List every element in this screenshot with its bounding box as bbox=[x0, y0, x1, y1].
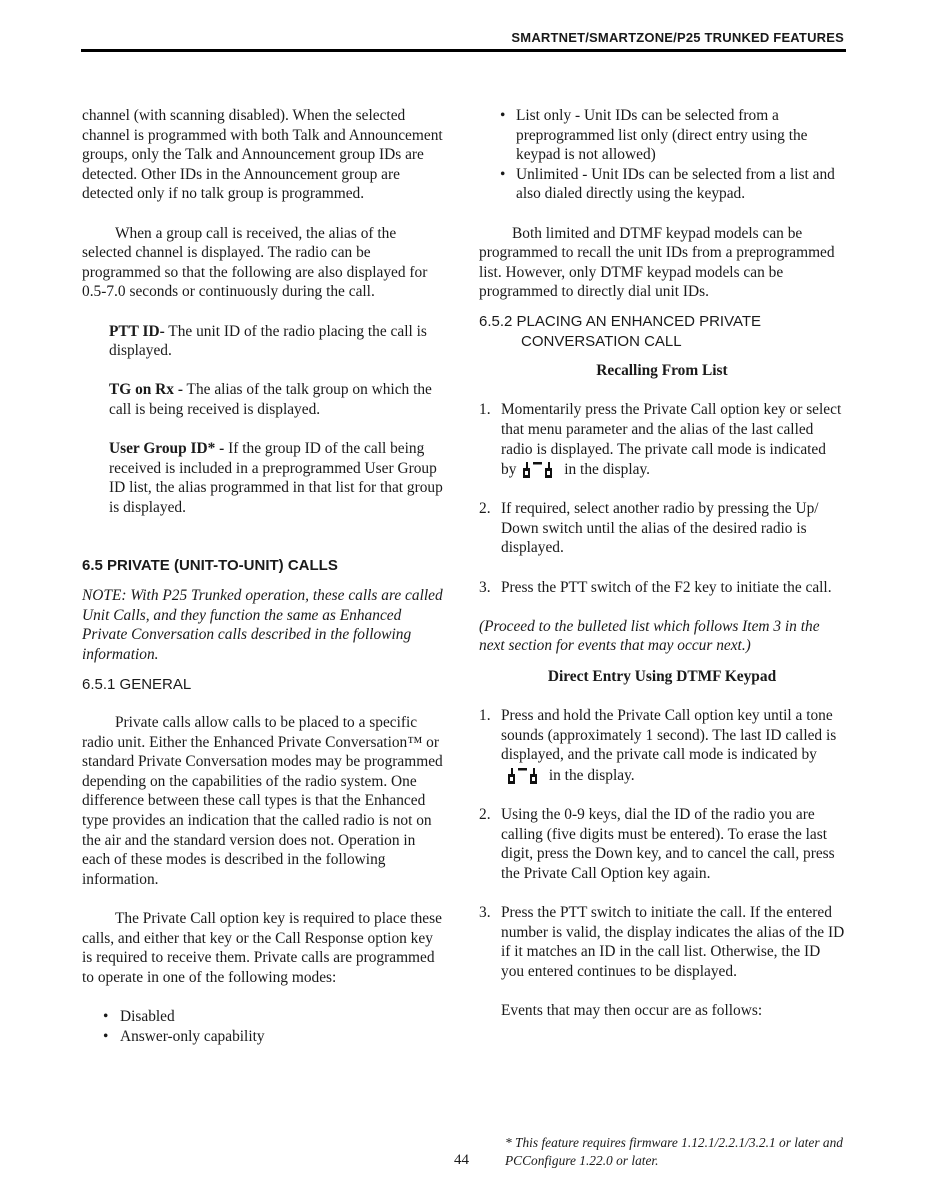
events-intro: Events that may then occur are as follows: bbox=[501, 1002, 763, 1020]
definition-tg-on-rx bbox=[82, 380, 444, 419]
term: PTT ID- bbox=[109, 322, 165, 340]
private-call-icon bbox=[505, 765, 541, 785]
list-item: • Answer-only capability bbox=[103, 1027, 265, 1045]
section-heading: 6.5 PRIVATE (UNIT-TO-UNIT) CALLS bbox=[82, 557, 338, 575]
list-item: 3. Press the PTT switch of the F2 key to initiate the call. bbox=[479, 578, 832, 596]
definition-user-group-id bbox=[82, 439, 444, 517]
list-item: 2. Using the 0-9 keys, dial the ID of the radio you are calling (five digits must be entered). To erase the last digit, press the Down key, and to cancel the call, press the Private Call Option key again. bbox=[479, 806, 835, 882]
list-item: 2. If required, select another radio by pressing the Up/ Down switch until the alias of the desired radio is displayed. bbox=[479, 500, 819, 557]
direct-entry-heading: Direct Entry Using DTMF Keypad bbox=[547, 668, 777, 686]
definition-ptt-id bbox=[82, 322, 444, 361]
running-header: SMARTNET/SMARTZONE/P25 TRUNKED FEATURES bbox=[511, 30, 844, 45]
proceed-note: (Proceed to the bulleted list which follows Item 3 in the next section for events that may occur next.) bbox=[479, 617, 820, 655]
term: TG on Rx - bbox=[109, 381, 183, 399]
definition: The alias of the talk group on which the call is being received is displayed. bbox=[109, 381, 432, 418]
definition: If the group ID of the call being received is included in a preprogrammed User Group ID list, the alias programmed in that list for that group is displayed. bbox=[109, 440, 443, 516]
header-rule bbox=[81, 49, 846, 52]
direct-entry-steps bbox=[479, 706, 845, 981]
paragraph: Private calls allow calls to be placed to a specific radio unit. Either the Enhanced Private Conversation™ or standard Private Conversation modes may be programmed depending on the capabilities of the radio system. One difference between these call types is that the Enhanced type provides an indication that the called radio is not on the air and the standard version does not. Operation in each of these modes is described in the following information. bbox=[82, 714, 443, 888]
definition: The unit ID of the radio placing the call is displayed. bbox=[109, 322, 427, 360]
bullet-icon: • bbox=[500, 165, 506, 183]
subsection-heading: 6.5.1 GENERAL bbox=[82, 676, 192, 694]
right-column bbox=[479, 106, 845, 1021]
bullet-icon: • bbox=[103, 1027, 109, 1045]
list-item: 1. Press and hold the Private Call option key until a tone sounds (approximately 1 second). The last ID called is displayed, and the private call mode is indicated by in the display. bbox=[479, 707, 837, 784]
term: User Group ID* - bbox=[109, 440, 225, 458]
bullet-icon: • bbox=[500, 107, 506, 124]
page-number: 44 bbox=[454, 1152, 469, 1168]
footnote: * This feature requires firmware 1.12.1/2.2.1/3.2.1 or later and PCConfigure 1.22.0 or later. bbox=[505, 1135, 843, 1168]
mode-list bbox=[82, 1007, 444, 1046]
recall-heading: Recalling From List bbox=[596, 362, 728, 380]
paragraph: When a group call is received, the alias of the selected channel is displayed. The radio can be programmed so that the following are also displayed for 0.5-7.0 seconds or continuously during the call. bbox=[82, 224, 428, 301]
paragraph: The Private Call option key is required to place these calls, and either that key or the Call Response option key is required to receive them. Private calls are programmed to operate in one of the following modes: bbox=[82, 909, 442, 986]
private-call-icon bbox=[520, 459, 556, 479]
list-item: 3. Press the PTT switch to initiate the call. If the entered number is valid, the display indicates the alias of the ID if it matches an ID in the call list. Otherwise, the ID you entered continues to be displayed. bbox=[479, 904, 845, 980]
paragraph: channel (with scanning disabled). When the selected channel is programmed with both Talk and Announcement groups, only the Talk and Announcement group IDs are detected. Other IDs in the Announcement group are detected only if no talk group is programmed. bbox=[82, 107, 443, 203]
list-item: • Disabled bbox=[103, 1007, 175, 1025]
list-item: • List only - Unit IDs can be selected from a preprogrammed list only (direct entry using the keypad is not allowed) bbox=[500, 107, 808, 164]
paragraph: Both limited and DTMF keypad models can be programmed to recall the unit IDs from a preprogrammed list. However, only DTMF keypad models can be programmed to directly dial unit IDs. bbox=[479, 224, 835, 301]
list-item: 1. Momentarily press the Private Call option key or select that menu parameter and the alias of the last called radio is displayed. The private call mode is indicated by in the display. bbox=[479, 401, 842, 479]
subsection-heading: 6.5.2 PLACING AN ENHANCED PRIVATE CONVERSATION CALL bbox=[479, 312, 762, 350]
bullet-icon: • bbox=[103, 1007, 109, 1025]
recall-steps bbox=[479, 400, 845, 597]
note: NOTE: With P25 Trunked operation, these calls are called Unit Calls, and they function the same as Enhanced Private Conversation calls described in the following information. bbox=[82, 587, 443, 663]
mode-list-continued bbox=[479, 106, 845, 204]
left-column bbox=[82, 106, 444, 1046]
list-item: • Unlimited - Unit IDs can be selected from a list and also dialed directly using the keypad. bbox=[500, 165, 835, 203]
